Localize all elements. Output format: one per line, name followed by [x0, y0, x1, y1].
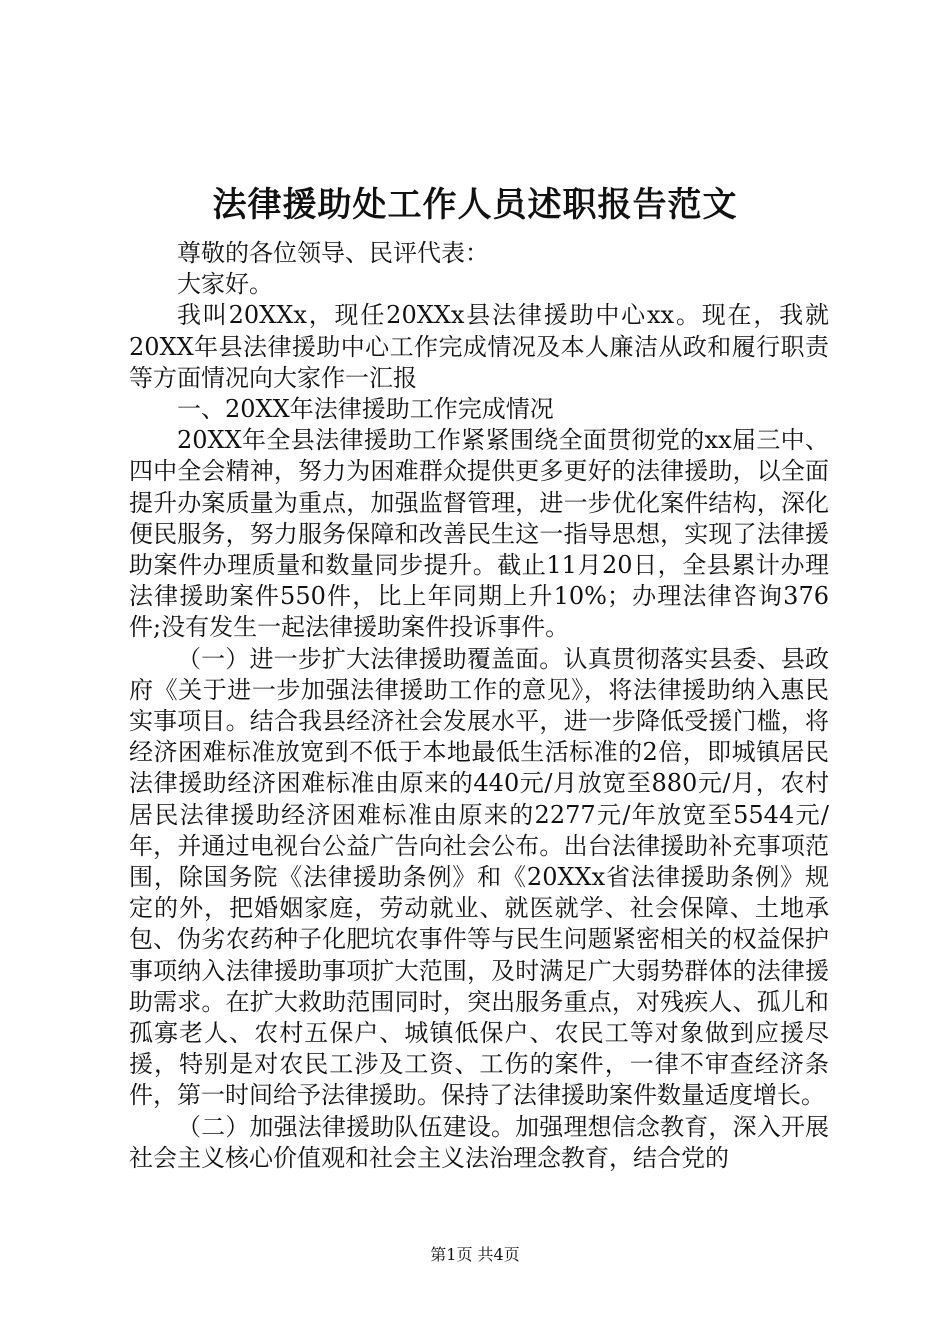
salutation: 尊敬的各位领导、民评代表： — [177, 239, 489, 267]
greeting: 大家好。 — [177, 270, 273, 299]
subsection-1-paragraph: （一）进一步扩大法律援助覆盖面。认真贯彻落实县委、县政府《关于进一步加强法律援助工作的意见》，将法律援助纳入惠民实事项目。结合我县经济社会发展水平，进一步降低受援门槛，将经济困难标准放宽到不低于本地最低生活标准的2倍，即城镇居民法律援助经济困难标准由原来的440元/月放宽至880元/月，农村居民法律援助经济困难标准由原来的2277元/年放宽至5544元/年，并通过电视台公益广告向社会公布。出台法律援助补充事项范围，除国务院《法律援助条例》和《20XXx省法律援助条例》规定的外，把婚姻家庭，劳动就业、就医就学、社会保障、土地承包、伪劣农药种子化肥坑农事件等与民生问题紧密相关的权益保护事项纳入法律援助事项扩大范围，及时满足广大弱势群体的法律援助需求。在扩大救助范围同时，突出服务重点，对残疾人、孤儿和孤寡老人、农村五保户、城镇低保户、农民工等对象做到应援尽援，特别是对农民工涉及工资、工伤的案件，一律不审查经济条件，第一时间给予法律援助。保持了法律援助案件数量适度增长。 — [129, 644, 829, 1110]
subsection-2-paragraph: （二）加强法律援助队伍建设。加强理想信念教育，深入开展社会主义核心价值观和社会主义法治理念教育，结合党的 — [129, 1112, 829, 1172]
document-body — [129, 238, 829, 1174]
page-footer: 第1页 共4页 — [430, 1245, 520, 1264]
intro-paragraph: 我叫20XXx，现任20XXx县法律援助中心xx。现在，我就20XX年县法律援助中心工作完成情况及本人廉洁从政和履行职责等方面情况向大家作一汇报 — [129, 301, 829, 392]
document-title: 法律援助处工作人员述职报告范文 — [212, 185, 738, 225]
summary-paragraph: 20XX年全县法律援助工作紧紧围绕全面贯彻党的xx届三中、四中全会精神，努力为困难群众提供更多更好的法律援助，以全面提升办案质量为重点，加强监督管理，进一步优化案件结构，深化便民服务，努力服务保障和改善民生这一指导思想，实现了法律援助案件办理质量和数量同步提升。截止11月20日，全县累计办理法律援助案件550件，比上年同期上升10%；办理法律咨询376件;没有发生一起法律援助案件投诉事件。 — [129, 426, 829, 642]
section-heading-1: 一、20XX年法律援助工作完成情况 — [177, 395, 554, 424]
